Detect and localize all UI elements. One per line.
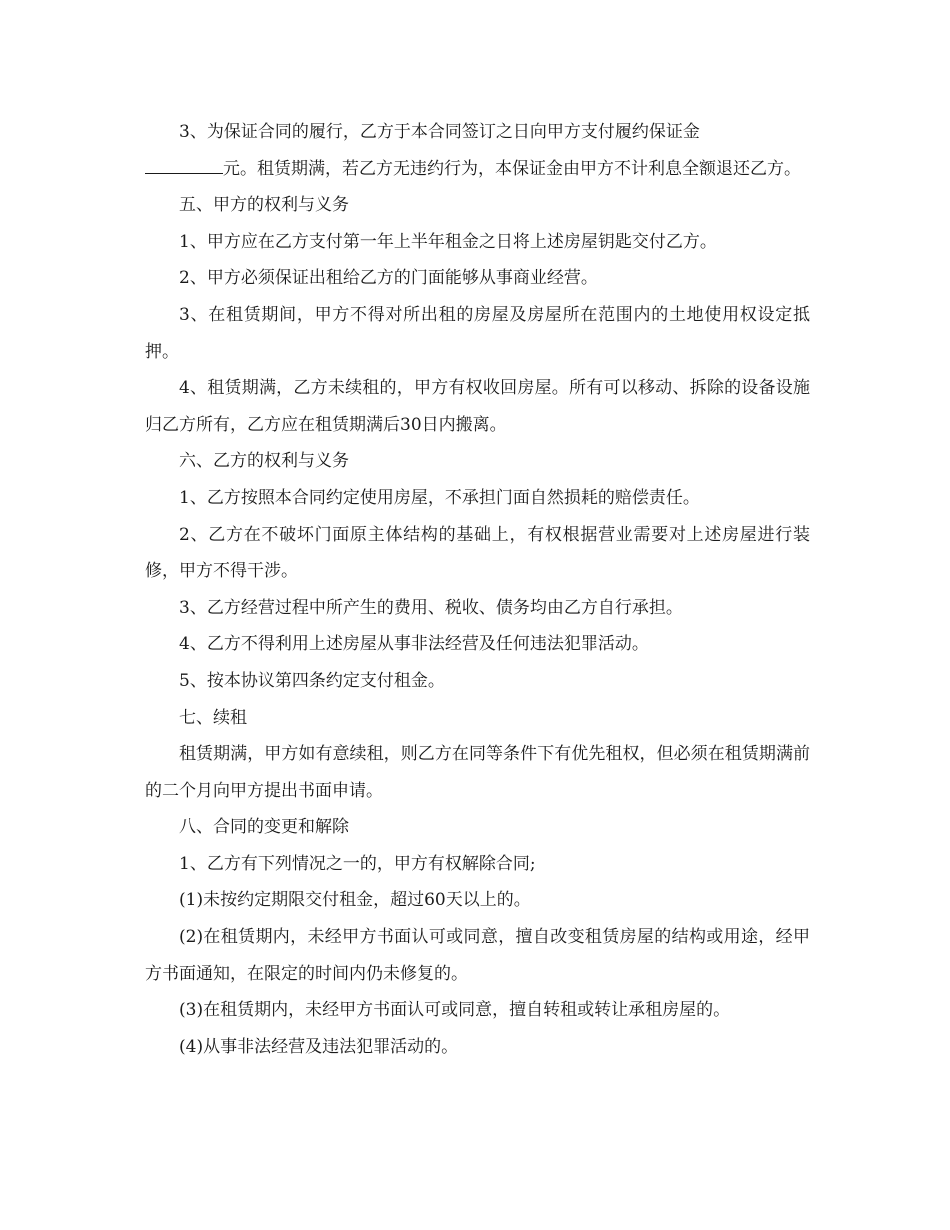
paragraph-text: (2)在租赁期内，未经甲方书面认可或同意，擅自改变租赁房屋的结构或用途，经甲方书面通知，在限定的时间内仍未修复的。 — [145, 927, 810, 984]
paragraph-sub-clause — [145, 1029, 810, 1066]
paragraph-text: (4)从事非法经营及违法犯罪活动的。 — [179, 1036, 459, 1057]
paragraph-text: (3)在租赁期内，未经甲方书面认可或同意，擅自转租或转让承租房屋的。 — [179, 1000, 731, 1021]
paragraph-deposit-clause-continued — [145, 151, 810, 188]
paragraph-clause — [145, 297, 810, 370]
paragraph-clause — [145, 517, 810, 590]
paragraph-deposit-clause — [145, 114, 810, 151]
paragraph-clause — [145, 736, 810, 809]
paragraph-text: 3、在租赁期间，甲方不得对所出租的房屋及房屋所在范围内的土地使用权设定抵押。 — [145, 304, 810, 362]
paragraph-clause — [145, 626, 810, 663]
paragraph-clause — [145, 590, 810, 627]
heading-text: 八、合同的变更和解除 — [179, 817, 349, 838]
paragraph-sub-clause — [145, 919, 810, 992]
paragraph-text: 租赁期满，甲方如有意续租，则乙方在同等条件下有优先租权，但必须在租赁期满前的二个月向甲方提出书面申请。 — [145, 744, 810, 801]
paragraph-clause — [145, 480, 810, 517]
paragraph-text: 2、甲方必须保证出租给乙方的门面能够从事商业经营。 — [179, 268, 598, 289]
paragraph-clause — [145, 370, 810, 443]
section-heading-6 — [145, 443, 810, 480]
paragraph-text: 3、为保证合同的履行，乙方于本合同签订之日向甲方支付履约保证金 — [179, 122, 700, 142]
paragraph-text: 1、甲方应在乙方支付第一年上半年租金之日将上述房屋钥匙交付乙方。 — [179, 231, 717, 252]
paragraph-clause — [145, 224, 810, 261]
heading-text: 六、乙方的权利与义务 — [179, 451, 349, 472]
paragraph-text: 1、乙方按照本合同约定使用房屋，不承担门面自然损耗的赔偿责任。 — [179, 487, 700, 508]
heading-text: 七、续租 — [179, 707, 247, 728]
paragraph-text: 1、乙方有下列情况之一的，甲方有权解除合同; — [179, 853, 536, 874]
document-body — [145, 114, 810, 1065]
paragraph-text: 4、租赁期满，乙方未续租的，甲方有权收回房屋。所有可以移动、拆除的设备设施归乙方所有，乙方应在租赁期满后30日内搬离。 — [145, 378, 810, 435]
blank-amount-line — [145, 155, 223, 174]
section-heading-8 — [145, 809, 810, 846]
paragraph-sub-clause — [145, 992, 810, 1029]
paragraph-text: 2、乙方在不破坏门面原主体结构的基础上，有权根据营业需要对上述房屋进行装修，甲方不得干涉。 — [145, 524, 810, 582]
heading-text: 五、甲方的权利与义务 — [179, 195, 349, 216]
paragraph-clause — [145, 663, 810, 700]
section-heading-7 — [145, 700, 810, 737]
paragraph-text: 5、按本协议第四条约定支付租金。 — [179, 670, 445, 691]
paragraph-sub-clause — [145, 882, 810, 919]
paragraph-text: 3、乙方经营过程中所产生的费用、税收、债务均由乙方自行承担。 — [179, 597, 683, 618]
paragraph-text: (1)未按约定期限交付租金，超过60天以上的。 — [179, 890, 531, 911]
section-heading-5 — [145, 187, 810, 224]
paragraph-text: 元。租赁期满，若乙方无违约行为，本保证金由甲方不计利息全额退还乙方。 — [223, 158, 801, 179]
paragraph-text: 4、乙方不得利用上述房屋从事非法经营及任何违法犯罪活动。 — [179, 634, 649, 655]
paragraph-clause — [145, 846, 810, 883]
paragraph-clause — [145, 260, 810, 297]
